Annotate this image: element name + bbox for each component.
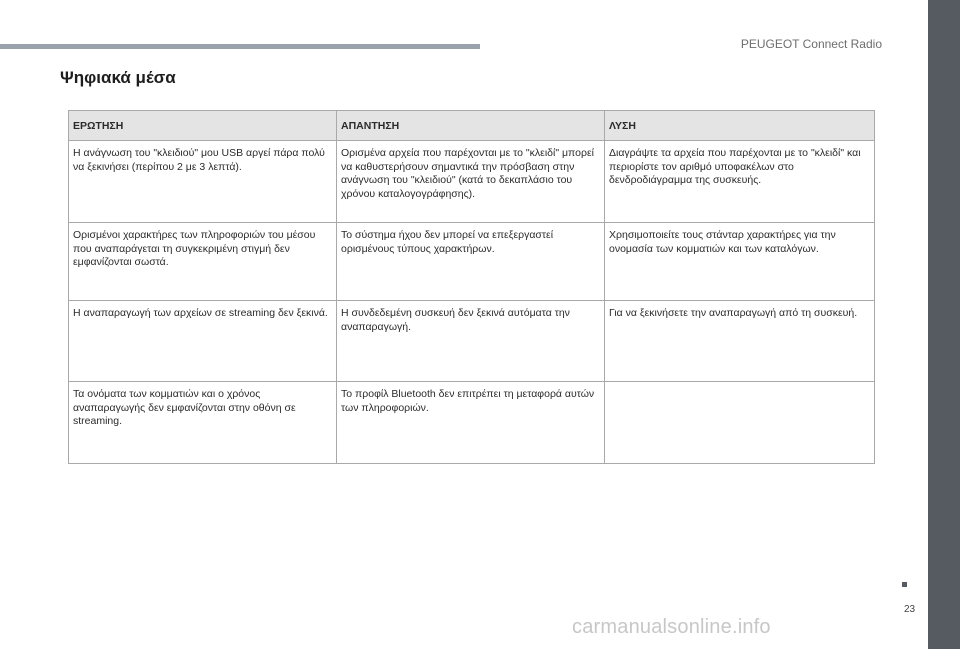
answer-cell: Ορισμένα αρχεία που παρέχονται με το "κλειδί" μπορεί να καθυστερήσουν σημαντικά την πρόσβαση στην ανάγνωση του "κλειδιού" (κατά το δεκαπλάσιο του χρόνου καταλογογράφησης). xyxy=(337,141,605,223)
watermark-text: carmanualsonline.info xyxy=(572,616,771,638)
column-header-question: ΕΡΩΤΗΣΗ xyxy=(69,111,337,141)
question-cell: Τα ονόματα των κομματιών και ο χρόνος αναπαραγωγής δεν εμφανίζονται στην οθόνη σε streaming. xyxy=(69,382,337,464)
page-marker xyxy=(902,582,907,587)
solution-cell: Χρησιμοποιείτε τους στάνταρ χαρακτήρες για την ονομασία των κομματιών και των καταλόγων. xyxy=(605,223,875,301)
column-header-answer: ΑΠΑΝΤΗΣΗ xyxy=(337,111,605,141)
table-row xyxy=(69,141,875,223)
column-header-solution: ΛΥΣΗ xyxy=(605,111,875,141)
answer-cell: Το σύστημα ήχου δεν μπορεί να επεξεργαστεί ορισμένους τύπους χαρακτήρων. xyxy=(337,223,605,301)
header-brand: PEUGEOT Connect Radio xyxy=(740,37,882,51)
answer-cell: Το προφίλ Bluetooth δεν επιτρέπει τη μεταφορά αυτών των πληροφοριών. xyxy=(337,382,605,464)
table-header-row xyxy=(69,111,875,141)
question-cell: Η ανάγνωση του "κλειδιού" μου USB αργεί πάρα πολύ να ξεκινήσει (περίπου 2 με 3 λεπτά). xyxy=(69,141,337,223)
page-title: Ψηφιακά μέσα xyxy=(60,68,176,87)
header-rule xyxy=(0,44,480,49)
table-row xyxy=(69,301,875,382)
table-row xyxy=(69,382,875,464)
page-number: 23 xyxy=(904,604,916,615)
solution-cell: Για να ξεκινήσετε την αναπαραγωγή από τη συσκευή. xyxy=(605,301,875,382)
faq-table xyxy=(68,110,875,464)
table-row xyxy=(69,223,875,301)
solution-cell xyxy=(605,382,875,464)
chapter-sidebar xyxy=(928,0,960,649)
answer-cell: Η συνδεδεμένη συσκευή δεν ξεκινά αυτόματα την αναπαραγωγή. xyxy=(337,301,605,382)
question-cell: Ορισμένοι χαρακτήρες των πληροφοριών του μέσου που αναπαράγεται τη συγκεκριμένη στιγμή δεν εμφανίζονται σωστά. xyxy=(69,223,337,301)
solution-cell: Διαγράψτε τα αρχεία που παρέχονται με το "κλειδί" και περιορίστε τον αριθμό υποφακέλων στο δενδροδιάγραμμα της συσκευής. xyxy=(605,141,875,223)
question-cell: Η αναπαραγωγή των αρχείων σε streaming δεν ξεκινά. xyxy=(69,301,337,382)
